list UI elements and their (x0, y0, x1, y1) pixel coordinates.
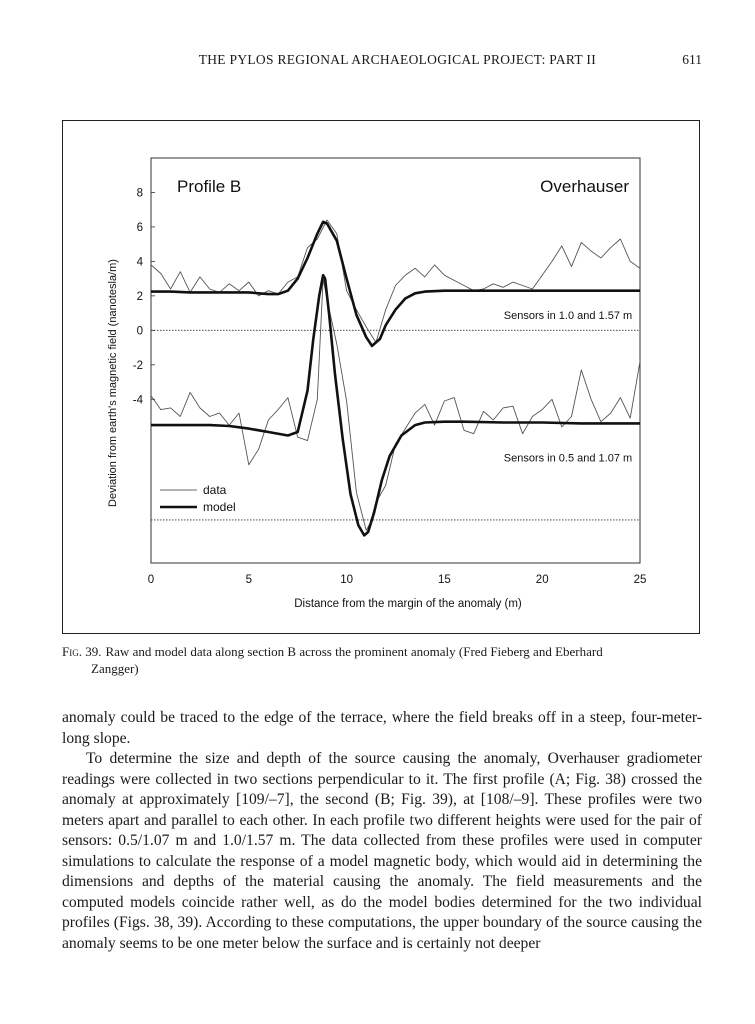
y-tick-label: 4 (136, 256, 143, 269)
chart (63, 121, 701, 635)
figure-39 (62, 120, 700, 634)
y-tick-label: -4 (132, 394, 143, 407)
caption-label: Fig. 39. (62, 644, 102, 659)
sensor-annotation: Sensors in 1.0 and 1.57 m (503, 310, 633, 323)
page-number: 611 (682, 52, 702, 67)
x-tick-label: 25 (633, 574, 647, 586)
x-tick-label: 20 (535, 574, 549, 586)
y-tick-label: 2 (136, 290, 143, 303)
series-line-data (151, 220, 640, 342)
series-line-model (151, 222, 640, 346)
sensor-annotation: Sensors in 0.5 and 1.07 m (503, 452, 633, 465)
y-tick-label: 8 (136, 187, 143, 200)
y-tick-label: -2 (132, 359, 143, 372)
caption-text-continued: Zangger) (91, 661, 139, 676)
running-head: THE PYLOS REGIONAL ARCHAEOLOGICAL PROJECT: PART II (198, 52, 596, 67)
chart-title: Profile B (177, 177, 242, 196)
legend-model-label: model (203, 500, 236, 514)
x-tick-label: 0 (147, 574, 155, 586)
figure-caption (62, 643, 702, 677)
y-axis-label: Deviation from earth's magnetic field (nanotesla/m) (107, 259, 119, 507)
body-text (62, 708, 702, 954)
legend (160, 483, 236, 514)
instrument-label: Overhauser (540, 177, 629, 196)
x-tick-label: 10 (340, 574, 353, 586)
paragraph: To determine the size and depth of the source causing the anomaly, Overhauser gradiometer readings were collected in two sections perpendicular to it. The first profile (A; Fig. 38) crossed the anomaly at approximately [109/–7], the second (B; Fig. 39), at [108/–9]. These profiles were two meters apart and parallel to each other. In each profile two different heights were used for the pair of sensors: 0.5/1.07 m and 1.0/1.57 m. The data collected from these profiles were used in computer simulations to calculate the response of a model magnetic body, which would aid in determining the dimensions and depths of the material causing the anomaly. The field measurements and the computed models coincide rather well, as do the model bodies determined for the two individual profiles (Figs. 38, 39). According to these computations, the upper boundary of the source causing the anomaly seems to be one meter below the surface and is certainly not deeper (62, 750, 702, 952)
legend-data-label: data (203, 483, 227, 497)
paragraph: anomaly could be traced to the edge of the terrace, where the field breaks off in a steep, four-meter-long slope. (62, 709, 702, 747)
y-tick-label: 0 (136, 325, 143, 338)
x-tick-label: 5 (245, 574, 253, 586)
x-axis-label: Distance from the margin of the anomaly (m) (294, 598, 522, 610)
y-tick-label: 6 (136, 221, 143, 234)
caption-text: Raw and model data along section B across the prominent anomaly (Fred Fieberg and Eberhard (105, 644, 603, 659)
x-tick-label: 15 (438, 574, 451, 586)
